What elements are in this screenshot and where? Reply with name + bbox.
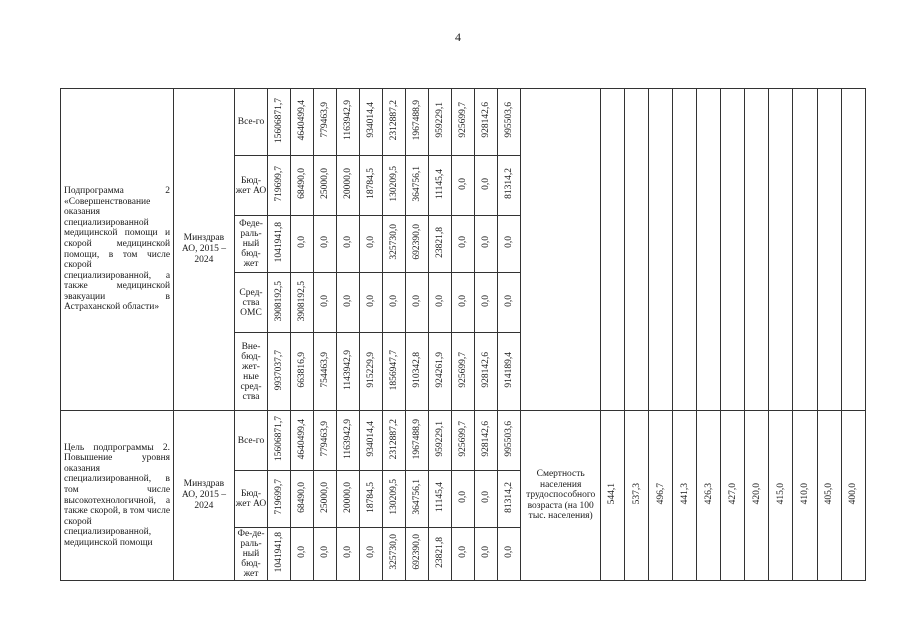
- funding-value-cell: [406, 333, 429, 411]
- funding-value: 23821,8: [435, 536, 446, 568]
- program-name: Подпрограмма 2 «Совершенствование оказания специализированной медицинской помощи и скорой медицинской помощи, в том числе скорой специализированной, а также медицинской эвакуации в Астраханской области»: [61, 89, 174, 411]
- funding-source-label: Бюд-жет АО: [234, 156, 267, 216]
- indicator-target-cell: [600, 411, 624, 581]
- indicator-target-cell: [817, 411, 841, 581]
- funding-value: 995503,6: [504, 102, 515, 139]
- funding-value: 0,0: [320, 294, 331, 307]
- funding-value-cell: [337, 273, 360, 333]
- funding-value: 1041941,8: [274, 222, 285, 263]
- indicator-target-value: 427,0: [727, 483, 738, 505]
- funding-value: 18784,5: [366, 168, 377, 200]
- funding-value-cell: [314, 89, 337, 156]
- funding-value-cell: [429, 411, 452, 471]
- funding-value-cell: [406, 156, 429, 216]
- table-row: [61, 411, 866, 471]
- funding-value: 779463,9: [320, 102, 331, 139]
- funding-value: 1967488,9: [412, 100, 423, 141]
- funding-value: 0,0: [320, 236, 331, 249]
- funding-value: 364756,1: [412, 479, 423, 516]
- funding-value-cell: [406, 216, 429, 273]
- funding-value: 0,0: [343, 546, 354, 559]
- indicator-target-cell: [649, 411, 673, 581]
- funding-value: 0,0: [481, 491, 492, 504]
- funding-value: 959229,1: [435, 102, 446, 139]
- funding-value-cell: [268, 471, 291, 528]
- funding-value: 4640499,4: [297, 418, 308, 459]
- funding-value: 914189,4: [504, 351, 515, 388]
- funding-value-cell: [406, 528, 429, 581]
- funding-value: 925699,7: [458, 420, 469, 457]
- funding-value-cell: [383, 216, 406, 273]
- funding-value-cell: [360, 471, 383, 528]
- indicator-target-cell: [697, 411, 721, 581]
- indicator-target-value: 415,0: [775, 483, 786, 505]
- funding-value-cell: [406, 273, 429, 333]
- funding-value: 4640499,4: [297, 100, 308, 141]
- funding-value-cell: [475, 411, 498, 471]
- funding-source-label: Феде-раль-ный бюд-жет: [234, 216, 267, 273]
- funding-value-cell: [452, 471, 475, 528]
- funding-value: 928142,6: [481, 420, 492, 457]
- indicator-empty-cell: [521, 89, 601, 411]
- funding-value: 0,0: [435, 294, 446, 307]
- funding-value-cell: [498, 216, 521, 273]
- funding-value-cell: [268, 216, 291, 273]
- indicator-empty-cell: [649, 89, 673, 411]
- funding-value-cell: [291, 273, 314, 333]
- funding-value: 779463,9: [320, 420, 331, 457]
- funding-value-cell: [383, 411, 406, 471]
- indicator-target-value: 410,0: [799, 483, 810, 505]
- funding-value-cell: [268, 156, 291, 216]
- funding-value: 2312887,2: [389, 100, 400, 141]
- indicator-target-cell: [721, 411, 745, 581]
- funding-value: 0,0: [458, 236, 469, 249]
- funding-value-cell: [291, 156, 314, 216]
- funding-value: 0,0: [297, 546, 308, 559]
- funding-source-label: Вне-бюд-жет-ные сред-ства: [234, 333, 267, 411]
- funding-value-cell: [291, 216, 314, 273]
- funding-value: 23821,8: [435, 226, 446, 258]
- funding-value: 1041941,8: [274, 532, 285, 573]
- funding-value: 25000,0: [320, 481, 331, 513]
- indicator-empty-cell: [745, 89, 769, 411]
- page-number: 4: [455, 30, 461, 44]
- funding-value-cell: [383, 89, 406, 156]
- funding-value: 81314,2: [504, 481, 515, 513]
- funding-value-cell: [383, 333, 406, 411]
- funding-value: 130209,5: [389, 479, 400, 516]
- funding-value-cell: [314, 471, 337, 528]
- funding-value: 0,0: [458, 491, 469, 504]
- funding-value-cell: [314, 528, 337, 581]
- indicator-target-cell: [745, 411, 769, 581]
- funding-value-cell: [337, 216, 360, 273]
- funding-value-cell: [429, 471, 452, 528]
- funding-value-cell: [475, 333, 498, 411]
- funding-value: 0,0: [458, 546, 469, 559]
- funding-value-cell: [498, 273, 521, 333]
- funding-value-cell: [337, 333, 360, 411]
- funding-value-cell: [314, 333, 337, 411]
- indicator-empty-cell: [625, 89, 649, 411]
- funding-value: 18784,5: [366, 481, 377, 513]
- funding-value-cell: [429, 273, 452, 333]
- funding-value-cell: [429, 528, 452, 581]
- funding-value-cell: [475, 89, 498, 156]
- funding-value: 0,0: [320, 546, 331, 559]
- funding-value: 0,0: [504, 236, 515, 249]
- indicator-target-value: 537,3: [631, 483, 642, 505]
- funding-value: 663816,9: [297, 351, 308, 388]
- funding-value-cell: [291, 471, 314, 528]
- indicator-target-cell: [625, 411, 649, 581]
- funding-value-cell: [268, 89, 291, 156]
- funding-value: 11145,4: [435, 168, 446, 199]
- funding-value-cell: [383, 471, 406, 528]
- funding-value-cell: [383, 528, 406, 581]
- funding-source-label: Сред-ства ОМС: [234, 273, 267, 333]
- indicator-empty-cell: [769, 89, 793, 411]
- funding-value-cell: [268, 273, 291, 333]
- funding-value-cell: [360, 411, 383, 471]
- funding-value-cell: [337, 89, 360, 156]
- indicator-name: Смертность населения трудоспособного возраста (на 100 тыс. населения): [521, 411, 601, 581]
- funding-value-cell: [360, 156, 383, 216]
- funding-value-cell: [406, 89, 429, 156]
- funding-value-cell: [291, 411, 314, 471]
- funding-value-cell: [314, 273, 337, 333]
- funding-value: 0,0: [366, 546, 377, 559]
- funding-value: 364756,1: [412, 165, 423, 202]
- funding-value-cell: [452, 156, 475, 216]
- funding-value: 130209,5: [389, 165, 400, 202]
- funding-value: 325730,0: [389, 224, 400, 261]
- funding-value-cell: [429, 89, 452, 156]
- funding-value-cell: [498, 156, 521, 216]
- funding-value-cell: [475, 471, 498, 528]
- funding-value: 928142,6: [481, 351, 492, 388]
- funding-value: 9937037,7: [274, 349, 285, 390]
- funding-value: 68490,0: [297, 481, 308, 513]
- funding-value-cell: [406, 471, 429, 528]
- indicator-target-value: 441,3: [679, 483, 690, 505]
- indicator-target-value: 544,1: [607, 483, 618, 505]
- indicator-target-cell: [841, 411, 865, 581]
- funding-value-cell: [452, 273, 475, 333]
- program-name: Цель подпрограммы 2. Повышение уровня оказания специализированной, в том числе высокотехнологичной, а также скорой, в том числе скорой специализированной, медицинской помощи: [61, 411, 174, 581]
- funding-value-cell: [360, 216, 383, 273]
- indicator-target-value: 405,0: [824, 483, 835, 505]
- funding-value: 0,0: [412, 294, 423, 307]
- funding-value: 15606871,7: [274, 416, 285, 462]
- funding-value: 924261,9: [435, 351, 446, 388]
- funding-value: 754463,9: [320, 351, 331, 388]
- funding-value-cell: [429, 333, 452, 411]
- funding-value-cell: [337, 411, 360, 471]
- funding-value: 934014,4: [366, 102, 377, 139]
- funding-value: 0,0: [481, 177, 492, 190]
- funding-value: 915229,9: [366, 351, 377, 388]
- funding-value: 20000,0: [343, 481, 354, 513]
- funding-value-cell: [452, 89, 475, 156]
- indicator-empty-cell: [817, 89, 841, 411]
- funding-value: 1967488,9: [412, 418, 423, 459]
- indicator-target-cell: [769, 411, 793, 581]
- funding-value: 0,0: [343, 236, 354, 249]
- funding-value-cell: [452, 411, 475, 471]
- indicator-empty-cell: [697, 89, 721, 411]
- funding-value: 0,0: [366, 236, 377, 249]
- funding-value: 68490,0: [297, 168, 308, 200]
- funding-value-cell: [314, 411, 337, 471]
- funding-value: 995503,6: [504, 420, 515, 457]
- funding-value-cell: [291, 528, 314, 581]
- funding-value-cell: [475, 528, 498, 581]
- funding-value: 325730,0: [389, 534, 400, 571]
- funding-value-cell: [452, 216, 475, 273]
- indicator-target-cell: [793, 411, 817, 581]
- funding-value: 925699,7: [458, 102, 469, 139]
- funding-value-cell: [268, 333, 291, 411]
- responsible-executor: Минздрав АО, 2015 – 2024: [174, 411, 235, 581]
- funding-value: 719699,7: [274, 479, 285, 516]
- funding-value: 2312887,2: [389, 418, 400, 459]
- funding-value-cell: [498, 411, 521, 471]
- budget-table: [60, 88, 866, 581]
- funding-value: 925699,7: [458, 351, 469, 388]
- funding-value-cell: [452, 333, 475, 411]
- indicator-target-value: 420,0: [751, 483, 762, 505]
- funding-value-cell: [337, 528, 360, 581]
- indicator-target-value: 496,7: [655, 483, 666, 505]
- indicator-empty-cell: [600, 89, 624, 411]
- funding-value-cell: [498, 471, 521, 528]
- funding-value: 0,0: [458, 294, 469, 307]
- funding-value-cell: [498, 333, 521, 411]
- funding-value-cell: [291, 333, 314, 411]
- funding-value-cell: [498, 89, 521, 156]
- funding-source-label: Все-го: [234, 411, 267, 471]
- funding-value: 910342,8: [412, 351, 423, 388]
- funding-value: 0,0: [481, 294, 492, 307]
- funding-value: 1163942,9: [343, 418, 354, 459]
- funding-value: 11145,4: [435, 482, 446, 513]
- funding-value: 0,0: [366, 294, 377, 307]
- funding-value-cell: [429, 156, 452, 216]
- funding-value-cell: [360, 528, 383, 581]
- funding-value: 959229,1: [435, 420, 446, 457]
- funding-value: 692390,0: [412, 224, 423, 261]
- funding-value-cell: [268, 528, 291, 581]
- responsible-executor: Минздрав АО, 2015 – 2024: [174, 89, 235, 411]
- indicator-empty-cell: [673, 89, 697, 411]
- funding-value: 0,0: [389, 294, 400, 307]
- funding-value: 25000,0: [320, 168, 331, 200]
- indicator-empty-cell: [841, 89, 865, 411]
- funding-value-cell: [337, 156, 360, 216]
- funding-value: 0,0: [481, 236, 492, 249]
- funding-source-label: Все-го: [234, 89, 267, 156]
- funding-value: 928142,6: [481, 102, 492, 139]
- indicator-empty-cell: [721, 89, 745, 411]
- funding-value-cell: [475, 216, 498, 273]
- funding-value: 3908192,5: [297, 280, 308, 321]
- funding-value-cell: [314, 156, 337, 216]
- funding-source-label: Бюд-жет АО: [234, 471, 267, 528]
- funding-value: 1143942,9: [343, 349, 354, 390]
- indicator-target-value: 400,0: [848, 483, 859, 505]
- funding-value-cell: [475, 156, 498, 216]
- table-row: [61, 89, 866, 156]
- funding-value-cell: [406, 411, 429, 471]
- funding-value: 1856947,7: [389, 349, 400, 390]
- funding-value: 934014,4: [366, 420, 377, 457]
- funding-value-cell: [475, 273, 498, 333]
- funding-value-cell: [498, 528, 521, 581]
- funding-value-cell: [314, 216, 337, 273]
- funding-value: 3908192,5: [274, 280, 285, 321]
- funding-value: 20000,0: [343, 168, 354, 200]
- funding-value-cell: [360, 273, 383, 333]
- indicator-empty-cell: [793, 89, 817, 411]
- indicator-target-cell: [673, 411, 697, 581]
- funding-value-cell: [291, 89, 314, 156]
- funding-value: 81314,2: [504, 168, 515, 200]
- funding-value: 0,0: [458, 177, 469, 190]
- funding-value: 0,0: [504, 294, 515, 307]
- funding-value: 0,0: [504, 546, 515, 559]
- funding-value-cell: [268, 411, 291, 471]
- funding-value: 719699,7: [274, 165, 285, 202]
- funding-value: 15606871,7: [274, 97, 285, 143]
- funding-value: 692390,0: [412, 534, 423, 571]
- funding-source-label: Фе-де-раль-ный бюд-жет: [234, 528, 267, 581]
- funding-value: 0,0: [481, 546, 492, 559]
- funding-value-cell: [429, 216, 452, 273]
- funding-value-cell: [360, 333, 383, 411]
- funding-value: 0,0: [297, 236, 308, 249]
- funding-value: 1163942,9: [343, 100, 354, 141]
- funding-value-cell: [452, 528, 475, 581]
- funding-value-cell: [383, 156, 406, 216]
- funding-value-cell: [383, 273, 406, 333]
- funding-value-cell: [360, 89, 383, 156]
- funding-value-cell: [337, 471, 360, 528]
- funding-value: 0,0: [343, 294, 354, 307]
- indicator-target-value: 426,3: [703, 483, 714, 505]
